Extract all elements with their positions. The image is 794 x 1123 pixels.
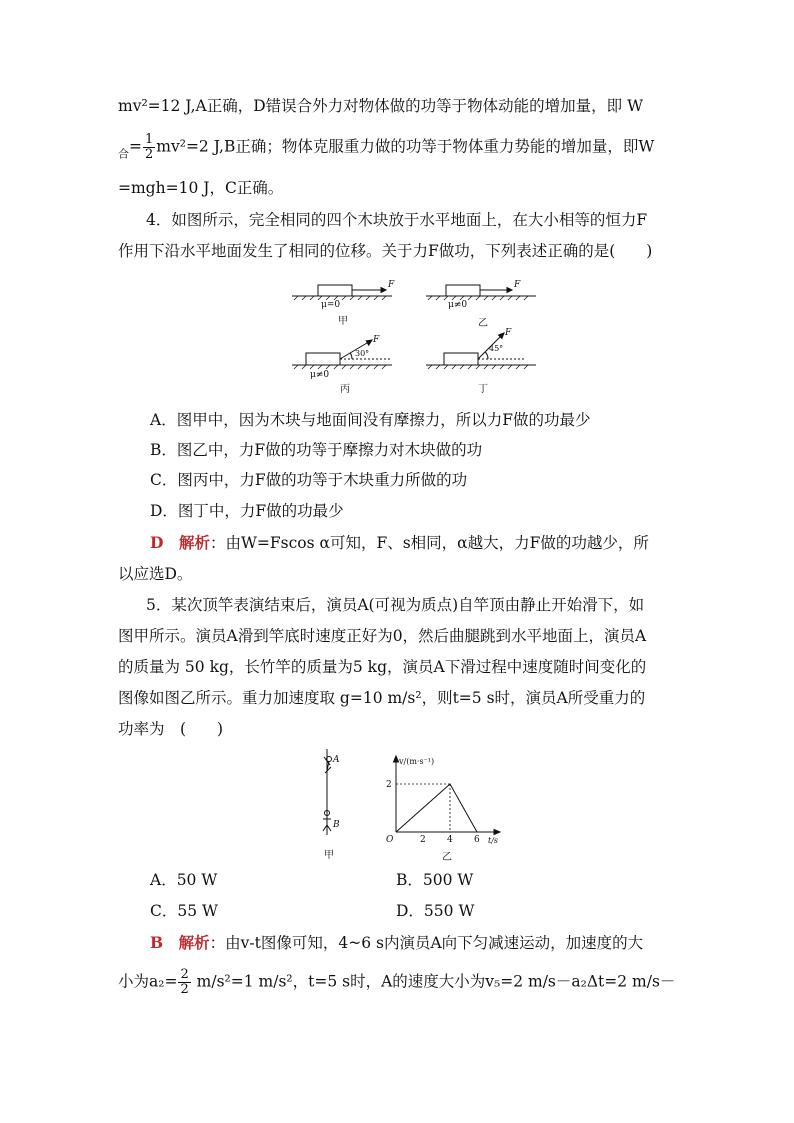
q4-explanation-label: 解析: [178, 533, 210, 552]
origin-label: O: [386, 835, 394, 845]
q5-option-c: C．55 W: [150, 902, 218, 920]
question-5-line-1: 5．某次顶竿表演结束后，演员A(可视为质点)自竿顶由静止开始滑下，如: [146, 596, 645, 614]
question-5-line-5: 功率为 ( ): [118, 720, 224, 738]
fig-yi-force-label: F: [514, 280, 521, 290]
graph-caption: 乙: [442, 852, 452, 863]
pole-figure-caption: 甲: [324, 850, 334, 861]
text-line-3: =mgh=10 J，C正确。: [118, 179, 284, 197]
question-4-figure: [286, 276, 542, 396]
y-axis-arrow: [394, 756, 399, 762]
velocity-series-line: [396, 784, 477, 832]
fig-bing-force-label: F: [373, 335, 380, 345]
question-4-line-1: 4．如图所示，完全相同的四个木块放于水平地面上，在大小相等的恒力F: [146, 211, 648, 229]
fig-yi-mu-label: μ≠0: [448, 300, 468, 310]
fig-yi-caption: 乙: [478, 318, 488, 329]
x-tick-label: 4: [447, 835, 453, 845]
q4-explanation-line-1: D 解析：由W=Fscos α可知，F、s相同，α越大，力F做的功越少，所: [150, 533, 649, 552]
fig-bing-caption: 丙: [340, 384, 350, 395]
x-axis-arrow: [494, 830, 500, 835]
q4-option-d: D．图丁中，力F做的功最少: [150, 502, 344, 520]
fig-jia-force-label: F: [388, 280, 395, 290]
q4-option-c: C．图丙中，力F做的功等于木块重力所做的功: [150, 471, 468, 489]
q5-explanation-line-2: 小为a₂= $\frac{2}{2}$ m/s²=1 m/s²，t=5 s时，A的速度大小为v₅=2 m/s－a₂Δt=2 m/s－: [118, 967, 676, 997]
velocity-time-graph: [380, 752, 510, 864]
q5-option-b: B．500 W: [396, 871, 474, 889]
question-4-line-2: 作用下沿水平地面发生了相同的位移。关于力F做功，下列表述正确的是( ): [118, 242, 653, 260]
y-tick-label: 2: [386, 780, 392, 790]
fig-ding-force-label: F: [505, 328, 512, 338]
pole-figure: [308, 745, 358, 863]
x-tick-label: 6: [474, 835, 480, 845]
fig-bing-angle-label: 30°: [355, 349, 370, 358]
text-line-2: $_合$= $\frac{1}{2}$ mv²=2 J,B正确；物体克服重力做的功等于物体重力势能的增加量，即W: [118, 132, 655, 162]
q5-answer: B: [150, 933, 164, 952]
q4-explanation-line-2: 以应选D。: [118, 565, 193, 583]
q5-option-d: D．550 W: [396, 902, 475, 920]
q4-answer: D: [150, 533, 164, 552]
question-5-line-4: 图像如图乙所示。重力加速度取 g=10 m/s²，则t=5 s时，演员A所受重力的: [118, 689, 646, 707]
q4-option-b: B．图乙中，力F做的功等于摩擦力对木块做的功: [150, 441, 483, 459]
fraction-two-over-two: $\frac{2}{2}$: [180, 967, 189, 997]
x-tick-label: 2: [420, 835, 426, 845]
question-5-line-2: 图甲所示。演员A滑到竿底时速度正好为0，然后曲腿跳到水平地面上，演员A: [118, 627, 647, 645]
fig-bing-mu-label: μ≠0: [310, 370, 330, 380]
q5-explanation-line-1: B 解析：由v-t图像可知，4~6 s内演员A向下匀减速运动，加速度的大: [150, 933, 644, 952]
fig-ding-caption: 丁: [478, 384, 488, 395]
q5-explanation-label: 解析: [178, 933, 210, 952]
pole-label-b: B: [333, 820, 340, 830]
fig-jia-caption: 甲: [338, 316, 348, 327]
fig-ding-angle-label: 45°: [489, 344, 504, 353]
q4-option-a: A．图甲中，因为木块与地面间没有摩擦力，所以力F做的功最少: [150, 411, 591, 429]
pole-label-a: A: [333, 755, 340, 765]
y-axis-label: v/(m·s⁻¹): [399, 757, 435, 766]
fraction-half: $\frac{1}{2}$: [145, 132, 154, 162]
fig-jia-mu-label: μ=0: [321, 300, 341, 310]
q5-option-a: A．50 W: [150, 871, 218, 889]
text-line-1: mv²=12 J,A正确，D错误合外力对物体做的功等于物体动能的增加量，即 W: [118, 97, 644, 115]
x-axis-label: t/s: [488, 836, 499, 845]
question-5-line-3: 的质量为 50 kg，长竹竿的质量为5 kg，演员A下滑过程中速度随时间变化的: [118, 658, 647, 676]
